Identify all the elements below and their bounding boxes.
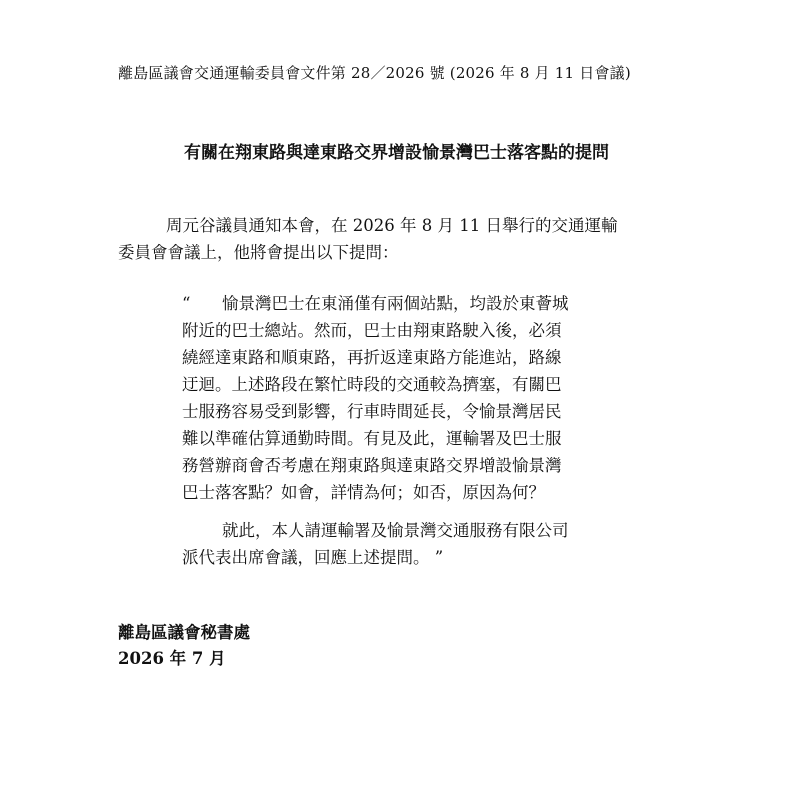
question-paragraph: [182, 290, 662, 506]
intro-paragraph: [118, 212, 688, 266]
closing-line: 派代表出席會議，回應上述提問。 ”: [182, 548, 444, 567]
question-line: 士服務容易受到影響，行車時間延長，令愉景灣居民: [182, 402, 562, 421]
closing-line: 就此，本人請運輸署及愉景灣交通服務有限公司: [222, 521, 569, 540]
closing-paragraph: [182, 517, 662, 571]
question-line: 巴士落客點？如會，詳情為何；如否，原因為何？: [182, 483, 545, 502]
signature-organization: 離島區議會秘書處: [118, 623, 250, 642]
question-line: 迂迴。上述路段在繁忙時段的交通較為擠塞，有關巴: [182, 375, 562, 394]
question-line: [182, 290, 662, 317]
document-reference: 離島區議會交通運輸委員會文件第 28／2026 號 (2026 年 8 月 11 日會議): [118, 64, 631, 82]
intro-line: 委員會會議上，他將會提出以下提問：: [118, 243, 399, 262]
question-line: 務營辦商會否考慮在翔東路與達東路交界增設愉景灣: [182, 456, 562, 475]
document-title: 有關在翔東路與達東路交界增設愉景灣巴士落客點的提問: [184, 143, 609, 163]
intro-line: 周元谷議員通知本會，在 2026 年 8 月 11 日舉行的交通運輸: [166, 216, 618, 235]
signature-block: [118, 620, 250, 672]
question-line-text: 愉景灣巴士在東涌僅有兩個站點，均設於東薈城: [222, 294, 569, 313]
signature-date: 2026 年 7 月: [118, 649, 226, 668]
open-quote-mark: “: [182, 294, 191, 313]
question-line: 附近的巴士總站。然而，巴士由翔東路駛入後，必須: [182, 321, 562, 340]
question-line: 難以準確估算通勤時間。有見及此，運輸署及巴士服: [182, 429, 562, 448]
question-line: 繞經達東路和順東路，再折返達東路方能進站，路線: [182, 348, 562, 367]
